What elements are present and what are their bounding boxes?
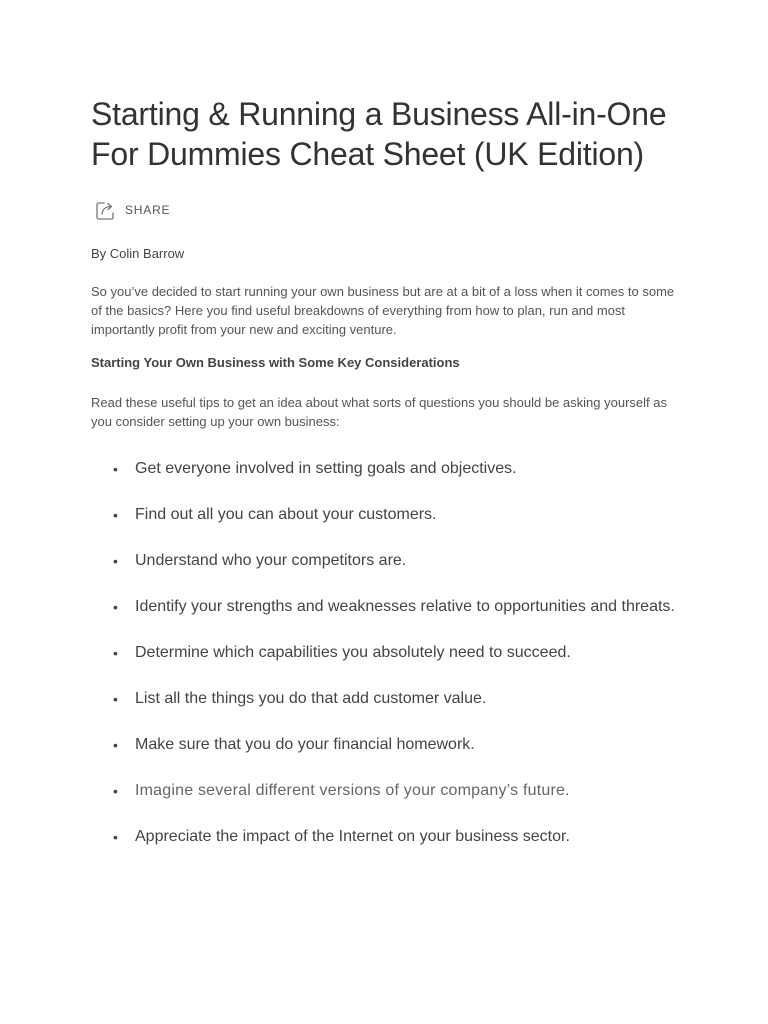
list-item [91, 593, 677, 621]
list-item-text: Get everyone involved in setting goals and objectives. [135, 460, 517, 477]
list-item-text: Determine which capabilities you absolutely need to succeed. [135, 644, 571, 661]
share-button[interactable] [95, 199, 677, 221]
list-item-text: List all the things you do that add customer value. [135, 690, 487, 707]
bullet-icon: • [113, 691, 118, 707]
list-item-text: Make sure that you do your financial homework. [135, 736, 475, 753]
list-item [91, 685, 677, 713]
bullet-icon: • [113, 553, 118, 569]
bullet-icon: • [113, 461, 118, 477]
list-item [91, 731, 677, 759]
tips-list [91, 455, 677, 851]
list-item-text: Appreciate the impact of the Internet on your business sector. [135, 828, 570, 845]
intro-paragraph: So you’ve decided to start running your own business but are at a bit of a loss when it comes to some of the basics? Here you find useful breakdowns of everything from how to plan, run and most importantly profit from your new and exciting venture. [91, 284, 675, 337]
author-byline: By Colin Barrow [91, 246, 185, 261]
list-item [91, 547, 677, 575]
article-title: Starting & Running a Business All-in-One For Dummies Cheat Sheet (UK Edition) [91, 96, 667, 172]
bullet-icon: • [113, 737, 118, 753]
list-item [91, 823, 677, 851]
list-item [91, 501, 677, 529]
bullet-icon: • [113, 645, 118, 661]
bullet-icon: • [113, 829, 118, 845]
section-heading: Starting Your Own Business with Some Key Considerations [91, 355, 460, 370]
list-item [91, 777, 677, 805]
lead-paragraph: Read these useful tips to get an idea about what sorts of questions you should be asking yourself as you consider setting up your own business: [91, 395, 667, 429]
list-item-text: Identify your strengths and weaknesses relative to opportunities and threats. [135, 598, 675, 615]
list-item [91, 639, 677, 667]
list-item-text: Understand who your competitors are. [135, 552, 407, 569]
share-icon [95, 199, 117, 221]
list-item [91, 455, 677, 483]
bullet-icon: • [113, 599, 118, 615]
bullet-icon: • [113, 783, 118, 799]
share-label: SHARE [125, 203, 171, 217]
list-item-text: Imagine several different versions of your company’s future. [135, 782, 570, 799]
bullet-icon: • [113, 507, 118, 523]
list-item-text: Find out all you can about your customers. [135, 506, 437, 523]
